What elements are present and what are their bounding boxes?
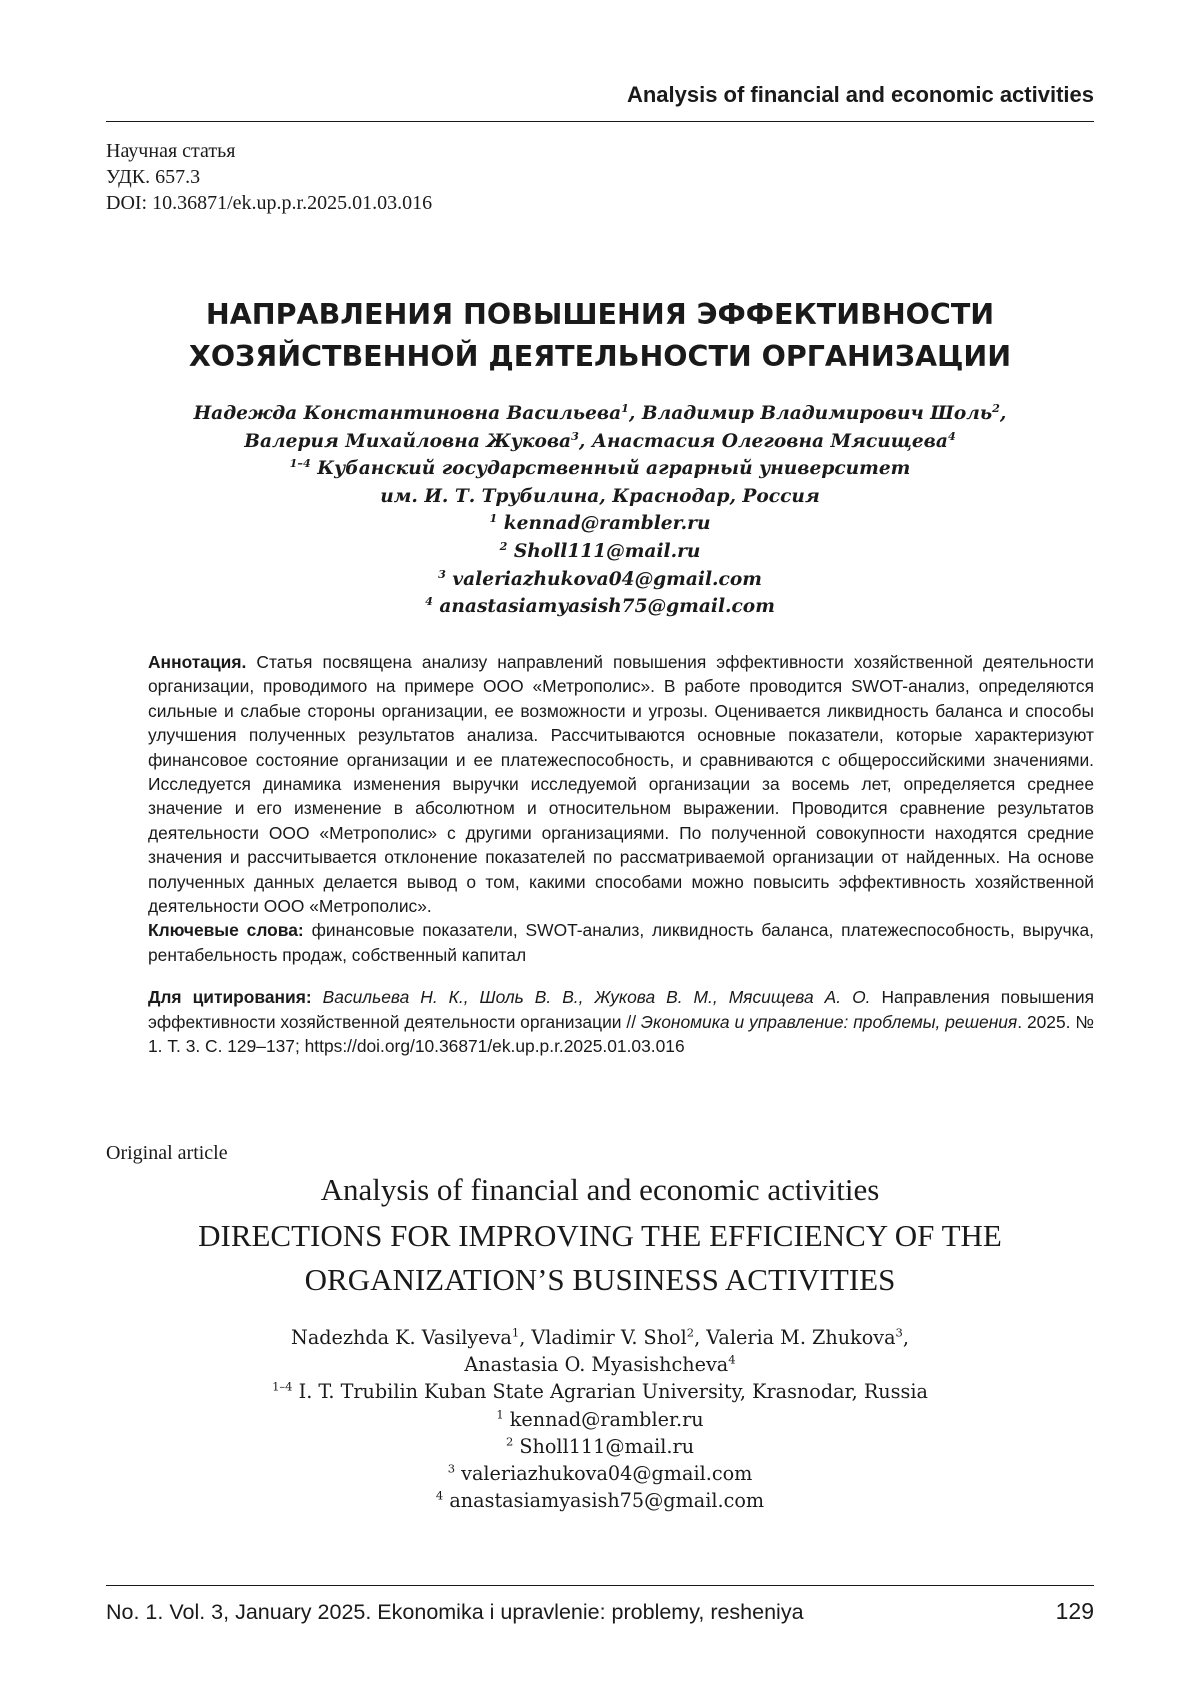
author-ru-4-sup: 4 [948,429,956,442]
email-en-4: 4 anastasiamyasish75@gmail.com [106,1487,1094,1514]
abstract-block [148,650,1094,1059]
footer-journal-info: No. 1. Vol. 3, January 2025. Ekonomika i upravlenie: problemy, resheniya [106,1600,804,1625]
title-ru-line1: НАПРАВЛЕНИЯ ПОВЫШЕНИЯ ЭФФЕКТИВНОСТИ [106,294,1094,336]
citation-title: Направления повышения эффективности хозяйственной деятельности организации // [148,987,1094,1031]
footer-divider [106,1585,1094,1586]
keywords-text: финансовые показатели, SWOT-анализ, ликвидность баланса, платежеспособность, выручка, рентабельность продаж, собственный капитал [148,920,1094,964]
author-sep: , [1000,403,1006,424]
section-title-en: Analysis of financial and economic activities [106,1170,1094,1210]
header-divider [106,121,1094,122]
author-ru-3: Валерия Михайловна Жукова [244,431,571,452]
author-ru-2: Владимир Владимирович Шоль [642,403,992,424]
author-ru-2-sup: 2 [992,402,1000,415]
citation-paragraph [148,985,1094,1058]
email-ru-3: 3 valeriazhukova04@gmail.com [106,566,1094,594]
udc: УДК. 657.3 [106,164,432,190]
authors-ru-block [106,400,1094,621]
authors-ru-line2 [106,428,1094,456]
author-sep: , [579,431,585,452]
author-en-1: Nadezhda K. Vasilyeva [291,1326,512,1349]
author-en-3: Valeria M. Zhukova [706,1326,895,1349]
abstract-text: Статья посвящена анализу направлений повышения эффективности хозяйственной деятельности организации, проводимого на примере ООО «Метрополис». В работе проводится SWOT-анализ, определяются сильные и слабые стороны организации, ее возможности и угрозы. Оценивается ликвидность баланса и способы улучшения полученных результатов анализа. Рассчитываются основные показатели, которые характеризуют финансовое состояние организации и ее платежеспособность, и сравниваются с общероссийскими значениями. Исследуется динамика изменения выручки исследуемой организации за восемь лет, определяется среднее значение и его изменение в абсолютном и относительном выражении. Проводится сравнение результатов деятельности ООО «Метрополис» с другими организациями. По полученной совокупности находятся средние значения и рассчитывается отклонение показателей по рассматриваемой организации от найденных. На основе полученных данных делается вывод о том, какими способами можно повысить эффективность хозяйственной деятельности ООО «Метрополис». [148,652,1094,916]
citation-label: Для цитирования: [148,987,312,1007]
article-type-ru: Научная статья [106,138,432,164]
affiliation-en: 1–4 I. T. Trubilin Kuban State Agrarian University, Krasnodar, Russia [106,1378,1094,1405]
article-type-en: Original article [106,1142,228,1165]
authors-en-line1: Nadezhda K. Vasilyeva1, Vladimir V. Shol2, Valeria M. Zhukova3, [106,1324,1094,1351]
title-en [106,1214,1094,1302]
title-ru-line2: ХОЗЯЙСТВЕННОЙ ДЕЯТЕЛЬНОСТИ ОРГАНИЗАЦИИ [106,336,1094,378]
email-en-3: 3 valeriazhukova04@gmail.com [106,1460,1094,1487]
email-en-2: 2 Sholl111@mail.ru [106,1433,1094,1460]
email-ru-2: 2 Sholl111@mail.ru [106,538,1094,566]
article-meta [106,138,432,216]
author-ru-3-sup: 3 [571,429,579,442]
affiliation-ru-line2: им. И. Т. Трубилина, Краснодар, Россия [106,483,1094,511]
article-page [0,0,1200,1698]
author-ru-4: Анастасия Олеговна Мясищева [592,431,948,452]
author-sep: , [629,403,635,424]
author-en-2: Vladimir V. Shol [531,1326,686,1349]
author-en-4: Anastasia O. Myasishcheva [464,1353,728,1376]
email-en-1: 1 kennad@rambler.ru [106,1406,1094,1433]
title-en-line1: DIRECTIONS FOR IMPROVING THE EFFICIENCY OF THE [106,1214,1094,1258]
doi: DOI: 10.36871/ek.up.p.r.2025.01.03.016 [106,190,432,216]
authors-en-line2: Anastasia O. Myasishcheva4 [106,1351,1094,1378]
title-ru [106,294,1094,378]
keywords-label: Ключевые слова: [148,920,304,940]
keywords-paragraph [148,918,1094,967]
citation-authors: Васильева Н. К., Шоль В. В., Жукова В. М., Мясищева А. О. [323,987,871,1007]
authors-ru-line1 [106,400,1094,428]
affiliation-ru-sup: 1–4 [290,457,311,470]
title-en-line2: ORGANIZATION’S BUSINESS ACTIVITIES [106,1258,1094,1302]
affiliation-ru-line1: 1–4 Кубанский государственный аграрный университет [106,455,1094,483]
email-ru-1: 1 kennad@rambler.ru [106,510,1094,538]
abstract-label: Аннотация. [148,652,246,672]
running-title: Analysis of financial and economic activities [106,82,1094,108]
author-ru-1: Надежда Константиновна Васильева [194,403,622,424]
email-ru-4: 4 anastasiamyasish75@gmail.com [106,593,1094,621]
page-number: 129 [1056,1598,1094,1625]
authors-en-block [106,1324,1094,1514]
citation-rest: . 2025. № 1. Т. 3. С. 129–137; https://doi.org/10.36871/ek.up.p.r.2025.01.03.016 [148,1012,1094,1056]
author-ru-1-sup: 1 [621,402,629,415]
citation-journal: Экономика и управление: проблемы, решения [641,1012,1017,1032]
abstract-paragraph [148,650,1094,918]
